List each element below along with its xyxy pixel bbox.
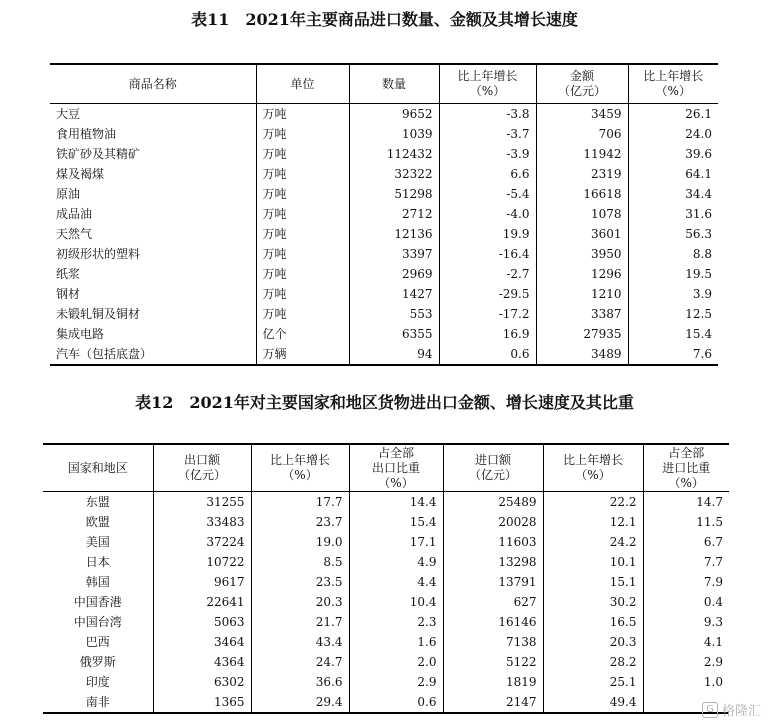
table12-row-cell: 14.4: [349, 492, 443, 513]
table11-row-cell: -16.4: [439, 244, 536, 264]
table12-row: [43, 572, 729, 592]
table11-row-cell: 19.9: [439, 224, 536, 244]
table12-row: [43, 512, 729, 532]
table11-row-cell: 原油: [56, 187, 81, 201]
table11-row-cell: 万吨: [256, 124, 349, 144]
table11-row: [50, 224, 718, 244]
table11-row-cell: 万吨: [256, 204, 349, 224]
table11-row-cell: 3387: [536, 304, 628, 324]
table11-row-cell: 万吨: [256, 264, 349, 284]
table12-row-cell: 8.5: [251, 552, 349, 572]
table12-row-cell: 日本: [85, 555, 110, 569]
table12-row-cell: 11603: [443, 532, 543, 552]
table11-row-cell: 1078: [536, 204, 628, 224]
table11-row-cell: 万辆: [256, 344, 349, 365]
table12-row-cell: 31255: [153, 492, 251, 513]
table12-row-cell: 2.0: [349, 652, 443, 672]
table11-row-cell: 9652: [349, 104, 439, 125]
table12-row-cell: 49.4: [543, 692, 643, 713]
table12-row-cell: 25489: [443, 492, 543, 513]
table12-row-cell: 16.5: [543, 612, 643, 632]
table12-row-cell: 20.3: [543, 632, 643, 652]
table11-row-cell: 15.4: [628, 324, 718, 344]
table12-row-cell: 30.2: [543, 592, 643, 612]
table12-row-cell: 9.3: [643, 612, 729, 632]
table12-row-cell: 韩国: [85, 575, 110, 589]
table11-title: 表11 2021年主要商品进口数量、金额及其增长速度: [191, 10, 578, 29]
table12-row-cell: 2.3: [349, 612, 443, 632]
table12-row-cell: 南非: [85, 695, 110, 709]
table12-row-cell: 17.1: [349, 532, 443, 552]
table11-row-cell: 万吨: [256, 164, 349, 184]
table12-row-cell: 15.1: [543, 572, 643, 592]
table12-row-cell: 14.7: [643, 492, 729, 513]
table12-row-cell: 巴西: [85, 635, 110, 649]
table11-row-cell: 2712: [349, 204, 439, 224]
table11-row-cell: 1427: [349, 284, 439, 304]
table11-row-cell: 万吨: [256, 104, 349, 125]
header-import-share: 占全部 进口比重 （%）: [643, 444, 729, 492]
table11-row-cell: -2.7: [439, 264, 536, 284]
table11-row-cell: 8.8: [628, 244, 718, 264]
table11-row-cell: 706: [536, 124, 628, 144]
table11-row: [50, 324, 718, 344]
table11-row-cell: 万吨: [256, 224, 349, 244]
table12-row-cell: 5063: [153, 612, 251, 632]
table11-row-cell: 64.1: [628, 164, 718, 184]
table11-row-cell: -4.0: [439, 204, 536, 224]
table12-row-cell: 11.5: [643, 512, 729, 532]
table11-row-cell: 万吨: [256, 304, 349, 324]
table12-row-cell: 6302: [153, 672, 251, 692]
header-product-name: 商品名称: [50, 64, 256, 104]
table12-row: [43, 532, 729, 552]
table12-row-cell: 23.5: [251, 572, 349, 592]
table12-row: [43, 612, 729, 632]
table12-row-cell: 37224: [153, 532, 251, 552]
table11-body: [50, 104, 718, 366]
table12-row-cell: 21.7: [251, 612, 349, 632]
table11-row-cell: -29.5: [439, 284, 536, 304]
table11-row-cell: 112432: [349, 144, 439, 164]
table11-row-cell: 纸浆: [56, 267, 81, 281]
table11-row-cell: 万吨: [256, 284, 349, 304]
table12-row-cell: 20028: [443, 512, 543, 532]
table11-row-cell: 2969: [349, 264, 439, 284]
table11-row: [50, 284, 718, 304]
table11-row-cell: 1296: [536, 264, 628, 284]
table12-row-cell: 2147: [443, 692, 543, 713]
table11-row-cell: 大豆: [56, 107, 81, 121]
table12-row-cell: 4.9: [349, 552, 443, 572]
header-amount: 金额 （亿元）: [536, 64, 628, 104]
table12-row-cell: 9617: [153, 572, 251, 592]
table11-row-cell: 6.6: [439, 164, 536, 184]
table12-row-cell: 中国台湾: [73, 615, 122, 629]
table11-row-cell: -3.7: [439, 124, 536, 144]
table11-row-cell: 56.3: [628, 224, 718, 244]
table11-row-cell: 万吨: [256, 144, 349, 164]
table12-row-cell: 欧盟: [85, 515, 110, 529]
gelonghui-logo-icon: G: [702, 702, 718, 718]
table12-row-cell: 23.7: [251, 512, 349, 532]
table11-row-cell: 12.5: [628, 304, 718, 324]
table12-row-cell: 13298: [443, 552, 543, 572]
table11-row-cell: 汽车（包括底盘）: [56, 347, 153, 361]
table12-row-cell: 3464: [153, 632, 251, 652]
table11-row-cell: 2319: [536, 164, 628, 184]
table11-row-cell: -17.2: [439, 304, 536, 324]
table11-row-cell: -3.9: [439, 144, 536, 164]
header-import-growth: 比上年增长 （%）: [543, 444, 643, 492]
table12-row-cell: 22.2: [543, 492, 643, 513]
table12-row: [43, 672, 729, 692]
table11-row-cell: 31.6: [628, 204, 718, 224]
table11-row: [50, 164, 718, 184]
header-export-share: 占全部 出口比重 （%）: [349, 444, 443, 492]
table12-row-cell: 36.6: [251, 672, 349, 692]
table12-row-cell: 12.1: [543, 512, 643, 532]
table12-row-cell: 俄罗斯: [79, 655, 116, 669]
table11-row: [50, 184, 718, 204]
table12-row-cell: 627: [443, 592, 543, 612]
header-import-amount: 进口额 （亿元）: [443, 444, 543, 492]
table12-row-cell: 16146: [443, 612, 543, 632]
table12-row-cell: 6.7: [643, 532, 729, 552]
header-quantity: 数量: [349, 64, 439, 104]
table11-row-cell: 集成电路: [56, 327, 105, 341]
table12-row-cell: 0.4: [643, 592, 729, 612]
table12-row-cell: 中国香港: [73, 595, 122, 609]
table12-row-cell: 1819: [443, 672, 543, 692]
header-region: 国家和地区: [43, 444, 153, 492]
table12-title: 表12 2021年对主要国家和地区货物进出口金额、增长速度及其比重: [135, 393, 634, 412]
table11-row-cell: 煤及褐煤: [56, 167, 105, 181]
table12-row-cell: 17.7: [251, 492, 349, 513]
table11-row-cell: 94: [349, 344, 439, 365]
table11-row-cell: 24.0: [628, 124, 718, 144]
table11-row-cell: 食用植物油: [56, 127, 117, 141]
table12-row-cell: 1.0: [643, 672, 729, 692]
table12-row-cell: 24.7: [251, 652, 349, 672]
table11-row-cell: 19.5: [628, 264, 718, 284]
table11-row-cell: 3.9: [628, 284, 718, 304]
table12-row-cell: 10722: [153, 552, 251, 572]
table11-row: [50, 144, 718, 164]
table12-row-cell: 4364: [153, 652, 251, 672]
table11-row: [50, 264, 718, 284]
table11-row-cell: 未锻轧铜及铜材: [56, 307, 141, 321]
table12-row-cell: 20.3: [251, 592, 349, 612]
table12-row-cell: 1365: [153, 692, 251, 713]
table11-header-row: [50, 64, 718, 104]
table12-row-cell: 10.4: [349, 592, 443, 612]
table12-row-cell: 13791: [443, 572, 543, 592]
table12-row-cell: 7.7: [643, 552, 729, 572]
table11-row-cell: 7.6: [628, 344, 718, 365]
table12-row-cell: 28.2: [543, 652, 643, 672]
table11-row-cell: 27935: [536, 324, 628, 344]
table11-row-cell: 初级形状的塑料: [56, 247, 141, 261]
table11-row-cell: 3950: [536, 244, 628, 264]
table11-row: [50, 204, 718, 224]
header-unit: 单位: [256, 64, 349, 104]
table12-row-cell: 5122: [443, 652, 543, 672]
header-amount-growth: 比上年增长 （%）: [628, 64, 718, 104]
table12-row-cell: 10.1: [543, 552, 643, 572]
table11-row-cell: -5.4: [439, 184, 536, 204]
table11-row-cell: 铁矿砂及其精矿: [56, 147, 141, 161]
table11-row-cell: 3459: [536, 104, 628, 125]
table12-row-cell: 7.9: [643, 572, 729, 592]
table12-row-cell: 25.1: [543, 672, 643, 692]
table12-row: [43, 692, 729, 713]
table12-row-cell: 东盟: [85, 495, 110, 509]
table11-row-cell: 万吨: [256, 244, 349, 264]
table12-row-cell: 43.4: [251, 632, 349, 652]
table11-row-cell: 3601: [536, 224, 628, 244]
table11-row-cell: 16.9: [439, 324, 536, 344]
table11-row-cell: 天然气: [56, 227, 93, 241]
table11-row: [50, 124, 718, 144]
table12-row: [43, 632, 729, 652]
table12-row-cell: 1.6: [349, 632, 443, 652]
table12-row-cell: 4.1: [643, 632, 729, 652]
table12-row-cell: 0.6: [349, 692, 443, 713]
header-quantity-growth: 比上年增长 （%）: [439, 64, 536, 104]
table12-row-cell: 33483: [153, 512, 251, 532]
table12-row-cell: 2.9: [643, 652, 729, 672]
table12-row-cell: 29.4: [251, 692, 349, 713]
table11-row-cell: 万吨: [256, 184, 349, 204]
table12-row-cell: 22641: [153, 592, 251, 612]
table12-row: [43, 592, 729, 612]
table11-row-cell: 钢材: [56, 287, 81, 301]
table12-row: [43, 652, 729, 672]
header-export-growth: 比上年增长 （%）: [251, 444, 349, 492]
table11-row-cell: 3397: [349, 244, 439, 264]
table12-row-cell: 印度: [85, 675, 110, 689]
table12-header-row: [43, 444, 729, 492]
table12-row-cell: 19.0: [251, 532, 349, 552]
table11-row-cell: 51298: [349, 184, 439, 204]
table11-row-cell: 39.6: [628, 144, 718, 164]
table12: [43, 443, 729, 714]
table11-row-cell: 34.4: [628, 184, 718, 204]
table12-row-cell: 4.4: [349, 572, 443, 592]
table12-row-cell: 24.2: [543, 532, 643, 552]
table11-row: [50, 304, 718, 324]
table11-row-cell: -3.8: [439, 104, 536, 125]
header-export-amount: 出口额 （亿元）: [153, 444, 251, 492]
table11-row-cell: 6355: [349, 324, 439, 344]
table11-row-cell: 1039: [349, 124, 439, 144]
table11-row: [50, 344, 718, 365]
table12-row-cell: 美国: [85, 535, 110, 549]
table11-row-cell: 亿个: [256, 324, 349, 344]
table12-row-cell: 15.4: [349, 512, 443, 532]
watermark-text: 格隆汇: [721, 704, 761, 719]
table11-row-cell: 26.1: [628, 104, 718, 125]
table11-row-cell: 553: [349, 304, 439, 324]
table11: [50, 63, 718, 366]
table11-row: [50, 104, 718, 125]
table12-row-cell: 7138: [443, 632, 543, 652]
table11-row-cell: 0.6: [439, 344, 536, 365]
table11-row-cell: 1210: [536, 284, 628, 304]
table11-row-cell: 16618: [536, 184, 628, 204]
table11-row-cell: 3489: [536, 344, 628, 365]
table11-row-cell: 11942: [536, 144, 628, 164]
table12-row: [43, 492, 729, 513]
watermark: [702, 700, 761, 719]
table12-row: [43, 552, 729, 572]
table12-row-cell: 2.9: [349, 672, 443, 692]
table11-row: [50, 244, 718, 264]
table11-row-cell: 成品油: [56, 207, 93, 221]
table12-body: [43, 492, 729, 714]
table11-row-cell: 12136: [349, 224, 439, 244]
table11-row-cell: 32322: [349, 164, 439, 184]
